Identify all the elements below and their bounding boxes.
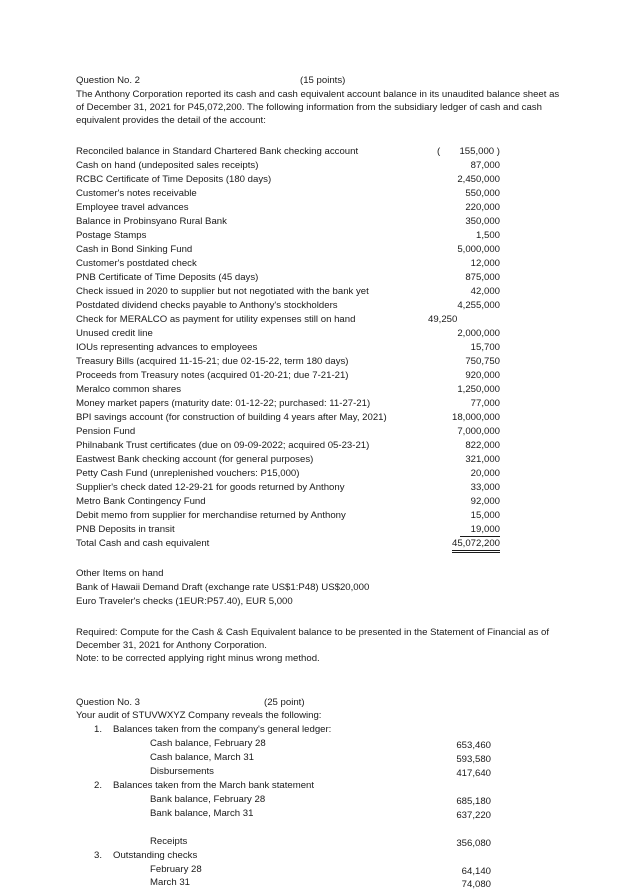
ledger-item-value: 155,000 ): [459, 146, 500, 157]
ledger-item-value: 920,000: [465, 370, 500, 381]
ledger-item-value: 220,000: [465, 202, 500, 213]
ledger-item-label: Debit memo from supplier for merchandise returned by Anthony: [76, 510, 346, 521]
q3-line-value: 653,460: [456, 740, 491, 751]
q3-line-value: 593,580: [456, 754, 491, 765]
ledger-item-label: Money market papers (maturity date: 01-12-22; purchased: 11-27-21): [76, 398, 371, 409]
q3-line-value: 637,220: [456, 810, 491, 821]
ledger-item-label: PNB Deposits in transit: [76, 524, 175, 535]
ledger-item-label: Cash on hand (undeposited sales receipts): [76, 160, 259, 171]
q3-line-label: Receipts: [150, 836, 188, 847]
ledger-item-value: 321,000: [465, 454, 500, 465]
ledger-item-label: Balance in Probinsyano Rural Bank: [76, 216, 227, 227]
other-item: Bank of Hawaii Demand Draft (exchange rate US$1:P48) US$20,000: [76, 582, 370, 593]
ledger-item-value: 49,250: [428, 314, 458, 325]
ledger-item-label: Philnabank Trust certificates (due on 09-09-2022; acquired 05-23-21): [76, 440, 370, 451]
ledger-item-label: RCBC Certificate of Time Deposits (180 days): [76, 174, 272, 185]
q2-note: Note: to be corrected applying right minus wrong method.: [76, 653, 320, 664]
ledger-item-label: Unused credit line: [76, 328, 153, 339]
q3-points: (25 point): [264, 697, 305, 708]
q3-line-label: Cash balance, March 31: [150, 752, 254, 763]
ledger-item-value: 18,000,000: [451, 412, 500, 423]
ledger-item-value: 15,700: [470, 342, 500, 353]
ledger-item-value: 77,000: [470, 398, 500, 409]
ledger-item-value: 19,000: [460, 524, 500, 537]
ledger-item-label: PNB Certificate of Time Deposits (45 days): [76, 272, 259, 283]
ledger-item-label: IOUs representing advances to employees: [76, 342, 258, 353]
ledger-total-value: 45,072,200: [452, 538, 500, 553]
ledger-open-paren: (: [437, 146, 441, 157]
q3-intro: Your audit of STUVWXYZ Company reveals the following:: [76, 710, 322, 721]
ledger-item-value: 15,000: [470, 510, 500, 521]
ledger-item-label: Metro Bank Contingency Fund: [76, 496, 206, 507]
ledger-item-label: Customer's notes receivable: [76, 188, 197, 199]
q2-title: Question No. 2: [76, 75, 140, 86]
ledger-item-label: Treasury Bills (acquired 11-15-21; due 02-15-22, term 180 days): [76, 356, 349, 367]
q3-line-label: March 31: [150, 877, 190, 888]
ledger-item-label: Meralco common shares: [76, 384, 182, 395]
ledger-item-value: 1,500: [475, 230, 500, 241]
q3-line-value: 685,180: [456, 796, 491, 807]
ledger-item-value: 87,000: [470, 160, 500, 171]
q3-line-label: Bank balance, March 31: [150, 808, 254, 819]
ledger-item-value: 750,750: [465, 356, 500, 367]
section-number: 1.: [94, 724, 103, 735]
q3-line-label: Bank balance, February 28: [150, 794, 266, 805]
ledger-item-value: 7,000,000: [457, 426, 500, 437]
ledger-item-value: 822,000: [465, 440, 500, 451]
ledger-item-value: 875,000: [465, 272, 500, 283]
ledger-item-value: 33,000: [470, 482, 500, 493]
ledger-item-label: Eastwest Bank checking account (for general purposes): [76, 454, 314, 465]
ledger-item-label: Cash in Bond Sinking Fund: [76, 244, 193, 255]
ledger-total-label: Total Cash and cash equivalent: [76, 538, 210, 549]
section-number: 3.: [94, 850, 103, 861]
ledger-item-label: Proceeds from Treasury notes (acquired 01-20-21; due 7-21-21): [76, 370, 349, 381]
q3-title: Question No. 3: [76, 697, 140, 708]
section-title: Balances taken from the March bank statement: [113, 780, 315, 791]
q2-intro: The Anthony Corporation reported its cash and cash equivalent account balance in its unaudited balance sheet as of December 31, 2021 for P45,072,200. The following information from the subsidiary ledger of cash and cash equivalent provides the detail of the account:: [76, 89, 560, 126]
ledger-item-value: 350,000: [465, 216, 500, 227]
ledger-item-value: 2,450,000: [457, 174, 500, 185]
ledger-item-value: 4,255,000: [457, 300, 500, 311]
ledger-item-value: 12,000: [470, 258, 500, 269]
q3-line-label: February 28: [150, 864, 202, 875]
ledger-item-label: Supplier's check dated 12-29-21 for goods returned by Anthony: [76, 482, 345, 493]
ledger-item-label: Petty Cash Fund (unreplenished vouchers: P15,000): [76, 468, 300, 479]
q2-points: (15 points): [300, 75, 346, 86]
q3-line-value: 64,140: [461, 866, 491, 877]
section-title: Outstanding checks: [113, 850, 198, 861]
ledger-item-label: Check for MERALCO as payment for utility expenses still on hand: [76, 314, 356, 325]
section-number: 2.: [94, 780, 103, 791]
ledger-item-value: 92,000: [470, 496, 500, 507]
ledger-item-value: 5,000,000: [457, 244, 500, 255]
ledger-item-label: Reconciled balance in Standard Chartered Bank checking account: [76, 146, 359, 157]
ledger-item-label: Customer's postdated check: [76, 258, 197, 269]
q3-line-label: Cash balance, February 28: [150, 738, 266, 749]
q3-line-value: 74,080: [461, 879, 491, 890]
ledger-item-label: Pension Fund: [76, 426, 136, 437]
ledger-item-value: 20,000: [470, 468, 500, 479]
ledger-item-value: 2,000,000: [457, 328, 500, 339]
q3-line-value: 417,640: [456, 768, 491, 779]
ledger-item-label: Check issued in 2020 to supplier but not negotiated with the bank yet: [76, 286, 369, 297]
other-items-title: Other Items on hand: [76, 568, 164, 579]
ledger-item-value: 1,250,000: [457, 384, 500, 395]
q3-line-value: 356,080: [456, 838, 491, 849]
q3-line-label: Disbursements: [150, 766, 214, 777]
ledger-item-value: 550,000: [465, 188, 500, 199]
ledger-item-label: Postage Stamps: [76, 230, 147, 241]
section-title: Balances taken from the company's general ledger:: [113, 724, 332, 735]
ledger-item-label: Postdated dividend checks payable to Anthony's stockholders: [76, 300, 338, 311]
q2-required: Required: Compute for the Cash & Cash Equivalent balance to be presented in the Statement of Financial as of December 31, 2021 for Anthony Corporation.: [76, 627, 550, 651]
other-item: Euro Traveler's checks (1EUR:P57.40), EUR 5,000: [76, 596, 293, 607]
ledger-item-value: 42,000: [470, 286, 500, 297]
ledger-item-label: BPI savings account (for construction of building 4 years after May, 2021): [76, 412, 387, 423]
ledger-item-label: Employee travel advances: [76, 202, 189, 213]
